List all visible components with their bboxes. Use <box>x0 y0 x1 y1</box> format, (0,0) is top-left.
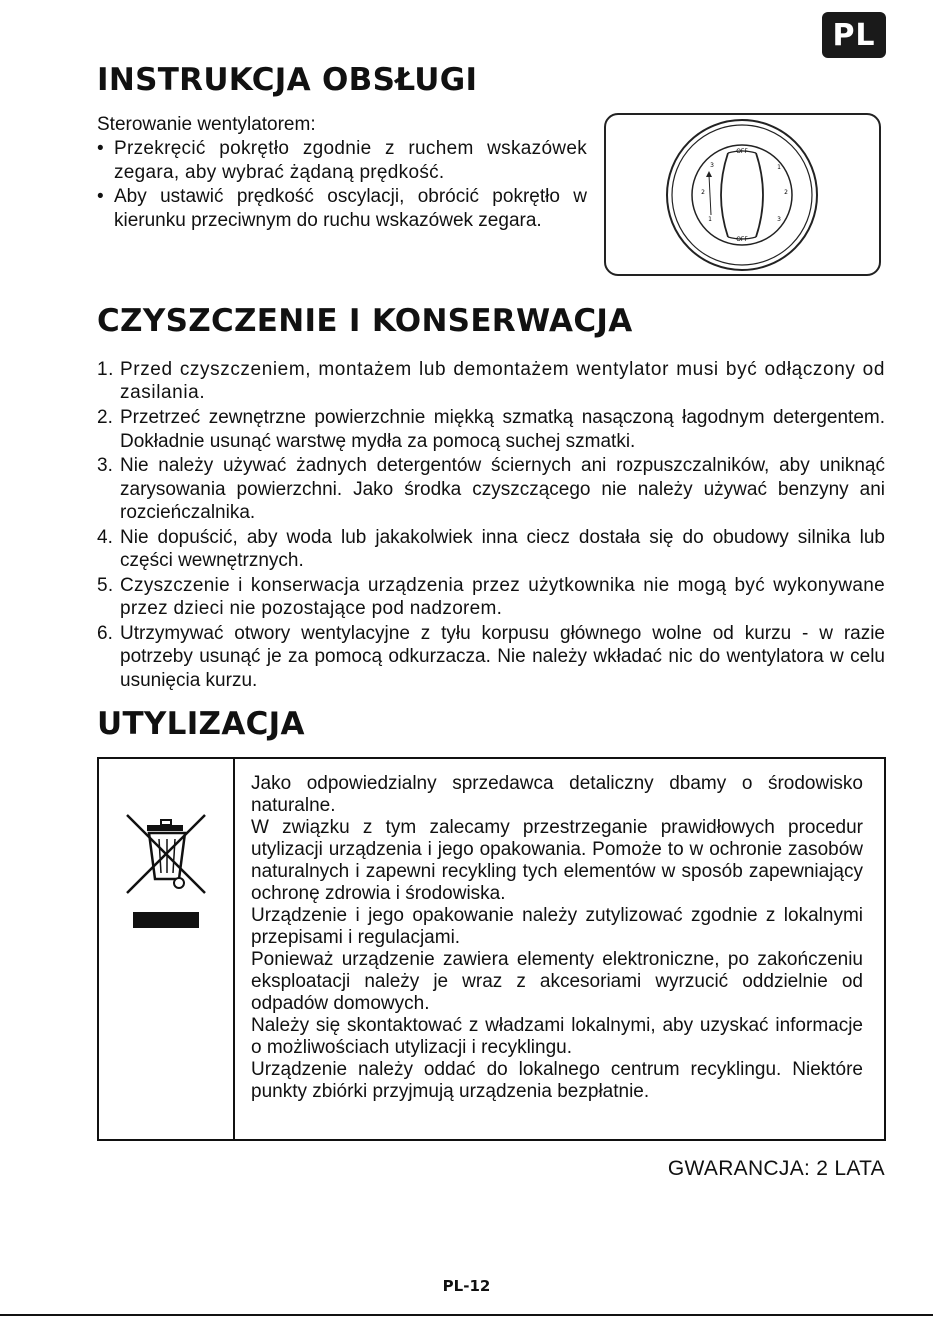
disposal-title: UTYLIZACJA <box>97 706 305 742</box>
dial-label-left-2: 2 <box>701 189 705 196</box>
disposal-icon-cell <box>99 759 235 1139</box>
cleaning-item: 5. Czyszczenie i konserwacja urządzenia przez użytkownika nie mogą być wykonywane przez dzieci nie pozostające pod nadzorem. <box>97 574 885 620</box>
separate-collection-bar <box>133 912 199 928</box>
instructions-text <box>97 113 587 233</box>
dial-off-bottom: OFF <box>736 236 748 243</box>
disposal-box <box>97 757 886 1141</box>
instructions-title: INSTRUKCJA OBSŁUGI <box>97 62 478 98</box>
disposal-paragraph: Urządzenie i jego opakowanie należy zutylizować zgodnie z lokalnymi przepisami i regulacjami. <box>251 905 863 948</box>
dial-label-right-2: 2 <box>784 189 788 196</box>
dial-label-left-1: 1 <box>708 216 712 223</box>
instruction-bullet: • Przekręcić pokrętło zgodnie z ruchem wskazówek zegara, aby wybrać żądaną prędkość. <box>97 137 587 185</box>
warranty-text: GWARANCJA: 2 LATA <box>667 1157 885 1180</box>
dial-illustration <box>606 115 879 274</box>
page-number: PL-12 <box>442 1277 491 1295</box>
cleaning-item: 1. Przed czyszczeniem, montażem lub demontażem wentylator musi być odłączony od zasilania. <box>97 359 885 404</box>
dial-label-right-1: 1 <box>777 164 781 171</box>
instructions-intro: Sterowanie wentylatorem: <box>97 114 316 135</box>
instructions-bullets <box>97 137 587 233</box>
cleaning-item: 2. Przetrzeć zewnętrzne powierzchnie miękką szmatką nasączoną łagodnym detergentem. Dokładnie usunąć warstwę mydła za pomocą suchej szmatki. <box>97 407 885 452</box>
disposal-paragraph: Należy się skontaktować z władzami lokalnymi, aby uzyskać informacje o możliwościach utylizacji i recyklingu. <box>251 1015 863 1058</box>
cleaning-list <box>97 358 885 693</box>
crossed-out-wheelie-bin-icon <box>123 811 209 897</box>
dial-off-top: OFF <box>736 148 748 155</box>
disposal-paragraph: W związku z tym zalecamy przestrzeganie prawidłowych procedur utylizacji urządzenia i jego opakowania. Pomoże to w ochronie zasobów naturalnych i zapewni recykling tych elementów w sposób zapewniający ochronę zdrowia i środowiska. <box>251 817 863 904</box>
language-badge: PL <box>822 12 886 58</box>
dial-label-left-3: 3 <box>710 162 714 169</box>
instruction-bullet: • Aby ustawić prędkość oscylacji, obrócić pokrętło w kierunku przeciwnym do ruchu wskazówek zegara. <box>97 185 587 233</box>
cleaning-item: 6. Utrzymywać otwory wentylacyjne z tyłu korpusu głównego wolne od kurzu - w razie potrzeby usunąć je za pomocą odkurzacza. Nie należy wkładać nic do wentylatora w celu usunięcia kurzu. <box>97 622 885 691</box>
disposal-paragraph: Urządzenie należy oddać do lokalnego centrum recyklingu. Niektóre punkty zbiórki przyjmują urządzenia bezpłatnie. <box>251 1059 863 1102</box>
footer-divider <box>0 1314 933 1316</box>
disposal-paragraph: Ponieważ urządzenie zawiera elementy elektroniczne, po zakończeniu eksploatacji należy je wraz z akcesoriami wyrzucić oddzielnie od odpadów domowych. <box>251 949 863 1014</box>
cleaning-item: 3. Nie należy używać żadnych detergentów ściernych ani rozpuszczalników, aby uniknąć zarysowania powierzchni. Jako środka czyszczącego nie należy używać benzyny ani rozcieńczalnika. <box>97 455 885 524</box>
disposal-text <box>251 773 863 1103</box>
disposal-paragraph: Jako odpowiedzialny sprzedawca detaliczny dbamy o środowisko naturalne. <box>251 773 863 816</box>
dial-label-right-3: 3 <box>777 216 781 223</box>
control-dial-figure <box>604 113 881 276</box>
cleaning-item: 4. Nie dopuścić, aby woda lub jakakolwiek inna ciecz dostała się do obudowy silnika lub części wewnętrznych. <box>97 526 885 572</box>
cleaning-title: CZYSZCZENIE I KONSERWACJA <box>97 303 633 339</box>
